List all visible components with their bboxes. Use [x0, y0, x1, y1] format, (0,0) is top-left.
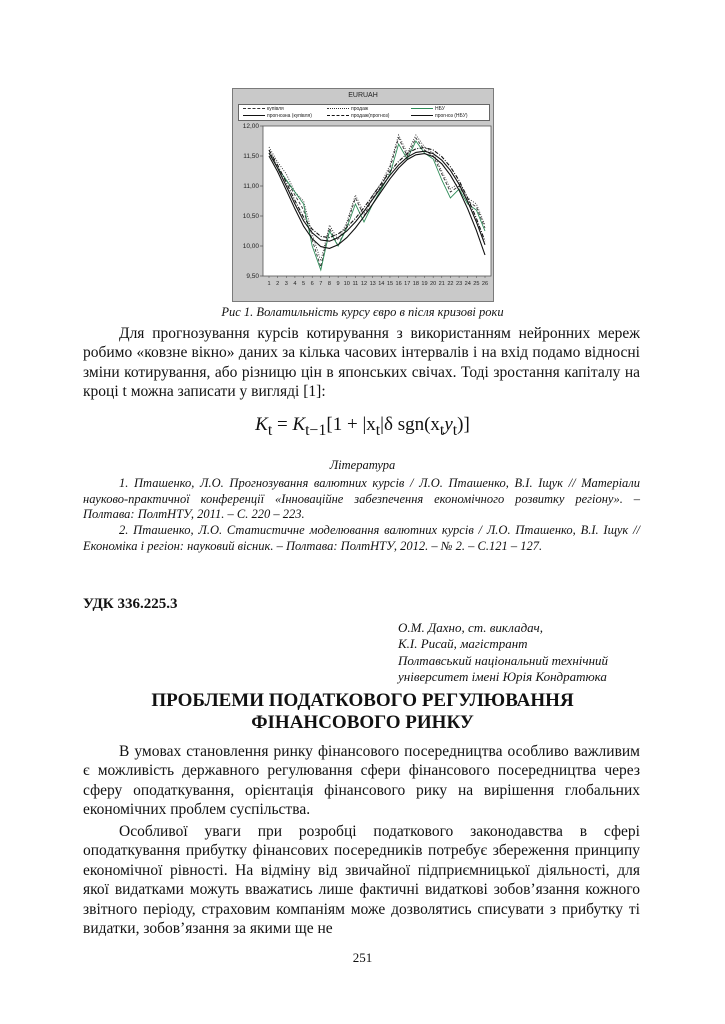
- x-tick-label: 20: [430, 281, 437, 287]
- article-title-line: ФІНАНСОВОГО РИНКУ: [251, 712, 474, 733]
- x-tick-label: 6: [310, 281, 314, 287]
- formula-part: t: [452, 421, 458, 439]
- x-tick-label: 22: [447, 281, 454, 287]
- affiliation-line: університет імені Юрія Кондратюка: [398, 669, 607, 685]
- x-tick-label: 10: [343, 281, 350, 287]
- formula-part: (x: [424, 414, 440, 435]
- legend-label: продаж(прогноз): [351, 113, 390, 119]
- x-tick-label: 5: [301, 281, 306, 287]
- formula-part: t: [267, 421, 273, 439]
- legend-label: прогнозна (купівля): [267, 113, 312, 119]
- formula-part: [1 + |x: [326, 414, 376, 435]
- formula-part: t: [439, 421, 445, 439]
- y-tick-label: 12,00: [242, 123, 259, 130]
- chart-plot: [233, 89, 495, 303]
- x-tick-label: 21: [438, 281, 445, 287]
- x-tick-label: 19: [421, 281, 428, 287]
- formula-part: y: [444, 414, 453, 435]
- article-title: [0, 690, 725, 734]
- x-tick-label: 26: [481, 281, 489, 287]
- author-line: О.М. Дахно, ст. викладач,: [398, 620, 543, 635]
- y-tick-label: 10,00: [242, 243, 259, 250]
- legend-label: купівля: [267, 106, 284, 112]
- x-tick-label: 14: [378, 281, 385, 287]
- formula-part: )]: [457, 414, 470, 435]
- x-tick-label: 16: [395, 281, 402, 287]
- literature-heading: Література: [329, 458, 396, 472]
- page-number: 251: [352, 950, 373, 965]
- legend-label: прогноз (НБУ): [435, 113, 468, 119]
- formula-part: =: [277, 414, 288, 435]
- x-tick-label: 25: [473, 281, 480, 287]
- paragraph-text: В умовах становлення ринку фінансового посередництва особливо важливим є можливість державного регулювання сфери фінансового посередництва через сферу оподаткування, орієнтація фінансового рику на вирішення глобальних економічних проблем суспільства.: [83, 743, 640, 819]
- chart-title: EURUAH: [348, 92, 378, 99]
- y-tick-label: 11,00: [243, 183, 259, 190]
- article-title-line: ПРОБЛЕМИ ПОДАТКОВОГО РЕГУЛЮВАННЯ: [151, 690, 574, 711]
- legend-label: продаж: [351, 106, 369, 112]
- x-tick-label: 15: [386, 281, 394, 287]
- x-tick-label: 1: [267, 281, 271, 287]
- authors-block: [398, 620, 658, 686]
- x-tick-label: 4: [293, 281, 297, 287]
- paragraph-text: Для прогнозування курсів котирування з використанням нейронних мереж робимо «ковзне вікно» даних за кілька часових інтервалів і на вхід подамо відносні зміни котирування, або різницю цін в японських свічах. Тоді зростання капіталу на кроці t можна записати у вигляді [1]:: [83, 325, 640, 401]
- x-tick-label: 13: [369, 281, 376, 287]
- udk-code: УДК 336.225.3: [83, 596, 178, 612]
- x-tick-label: 8: [327, 281, 332, 287]
- reference-item: [83, 476, 640, 523]
- paragraph-text: Особливої уваги при розробці податкового законодавства в сфері оподаткування прибутку фінансових посередників потребує збереження принципу економічної рівності. На відміну від звичайної підприємницької діяльності, для якої видатками можуть вважатись лише фактичні видаткові зобов’язання кожного звітного періоду, страховим компаніям може дозволятись списувати з прибутку ті видатки, зобов’язання за якими ще не: [83, 823, 640, 938]
- x-tick-label: 17: [404, 281, 411, 287]
- formula-part: K: [255, 414, 268, 435]
- paragraph-intro: [83, 742, 640, 820]
- reference-text: 2. Пташенко, Л.О. Статистичне моделювання валютних курсів / Л.О. Пташенко, В.І. Іщук // Економіка і регіон: науковий вісник. – Полтава: ПолтНТУ, 2012. – № 2. – С.121 – 127.: [83, 523, 640, 553]
- x-tick-label: 7: [319, 281, 323, 287]
- plot-area: [263, 126, 491, 276]
- legend-label: НБУ: [435, 106, 445, 112]
- formula-part: K: [292, 414, 306, 435]
- affiliation-line: Полтавський національний технічний: [398, 652, 609, 668]
- formula-part: sgn: [397, 414, 425, 435]
- formula-part: t−1: [305, 421, 327, 439]
- chart-figure: [232, 88, 494, 302]
- reference-item: [83, 523, 640, 554]
- formula-part: |δ: [380, 414, 393, 435]
- x-tick-label: 11: [352, 281, 359, 287]
- x-tick-label: 9: [336, 281, 340, 287]
- x-tick-label: 3: [284, 281, 288, 287]
- x-tick-label: 23: [455, 281, 463, 287]
- x-tick-label: 18: [412, 281, 419, 287]
- y-tick-label: 11,50: [243, 153, 259, 160]
- x-tick-label: 2: [276, 281, 280, 287]
- figure-caption: Рис 1. Волатильність курсу євро в після кризові роки: [221, 305, 504, 319]
- paragraph-forecasting: [83, 324, 640, 402]
- y-tick-label: 10,50: [242, 213, 259, 220]
- paragraph-tax: [83, 822, 640, 938]
- reference-text: 1. Пташенко, Л.О. Прогнозування валютних курсів / Л.О. Пташенко, В.І. Іщук // Матеріали науково-практичної конференції «Інноваційне забезпечення економічного розвитку регіону». – Полтава: ПолтНТУ, 2011. – С. 220 – 223.: [83, 476, 640, 522]
- capital-growth-formula: [0, 414, 725, 440]
- author-line: К.І. Рисай, магістрант: [398, 636, 528, 652]
- y-tick-label: 9,50: [246, 273, 259, 280]
- formula-part: t: [375, 421, 381, 439]
- x-tick-label: 12: [360, 281, 368, 287]
- x-tick-label: 24: [464, 281, 471, 287]
